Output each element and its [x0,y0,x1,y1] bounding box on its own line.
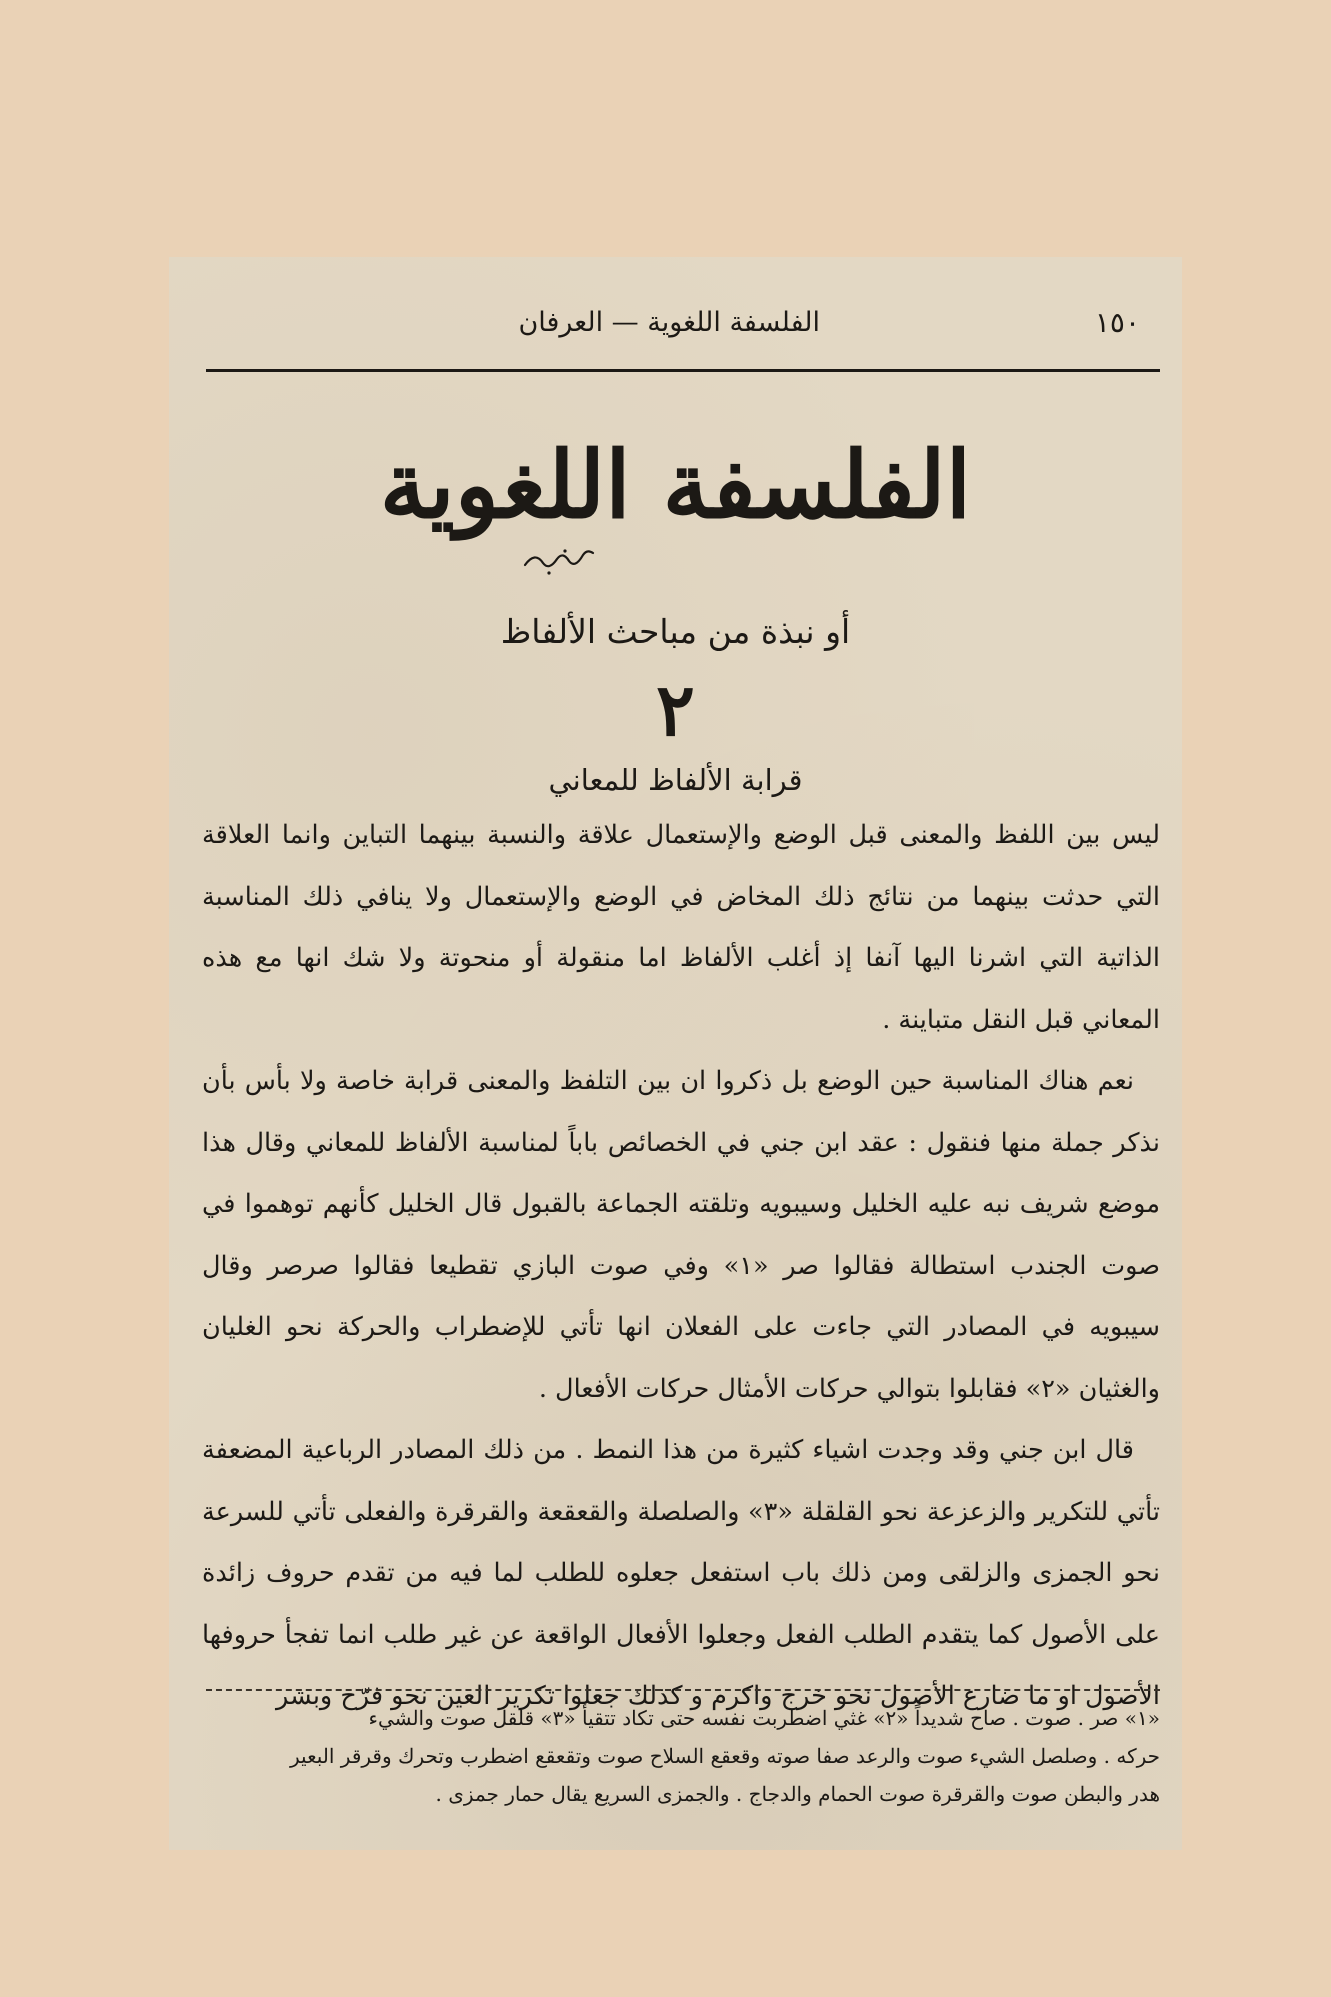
calligraphy-signature [519,539,599,579]
footnote-line: «١» صر . صوت . صاح شديداً «٢» غثي اضطربت نفسه حتى تكاد تتقيأ «٣» قلقل صوت والشيء [368,1706,1160,1730]
footnote-line: حركه . وصلصل الشيء صوت والرعد صفا صوته وقعقع السلاح صوت وتقعقع اضطرب وتحرك وقرقر البعير [290,1744,1160,1768]
paragraph: قال ابن جني وقد وجدت اشياء كثيرة من هذا النمط . من ذلك المصادر الرباعية المضعفة تأتي للتكرير والزعزعة نحو القلقلة «٣» والصلصلة والقعقعة والقرقرة والفعلى تأتي للسرعة نحو الجمزى والزلقى ومن ذلك باب استفعل جعلوه للطلب لما فيه من تقدم حروف زائدة على الأصول كما يتقدم الطلب الفعل وجعلوا الأفعال الواقعة عن غير طلب انما تفجأ حروفها الأصول او ما ضارع الأصول نحو خرج واكرم و كذلك جعلوا تكرير العين نحو فرّح وبشر [202,1435,1160,1711]
paragraph: نعم هناك المناسبة حين الوضع بل ذكروا ان بين التلفظ والمعنى قرابة خاصة ولا بأس بأن نذكر جملة منها فنقول : عقد ابن جني في الخصائص باباً لمناسبة الألفاظ للمعاني وقال هذا موضع شريف نبه عليه الخليل وسيبويه وتلقته الجماعة بالقبول قال الخليل كأنهم توهموا في صوت الجندب استطالة فقالوا صر «١» وفي صوت البازي تقطيعا فقالوا صرصر وقال سيبويه في المصادر التي جاءت على الفعلان انها تأتي للإضطراب والحركة نحو الغليان والغثيان «٢» فقابلوا بتوالي حركات الأمثال حركات الأفعال . [202,1066,1160,1404]
part-number: ٢ [656,667,695,752]
header-rule [206,369,1160,372]
scanned-page [169,257,1182,1850]
paragraph: ليس بين اللفظ والمعنى قبل الوضع والإستعمال علاقة والنسبة بينهما التباين وانما العلاقة التي حدثت بينهما من نتائج ذلك المخاض في الوضع والإستعمال ولا ينافي ذلك المناسبة الذاتية التي اشرنا اليها آنفا إذ أغلب الألفاظ اما منقولة أو منحوتة ولا شك انها مع هذه المعاني قبل النقل متباينة . [202,820,1160,1035]
page-number: ١٥٠ [1094,306,1140,339]
subtitle: أو نبذة من مباحث الألفاظ [500,612,851,651]
footnote-line: هدر والبطن صوت والقرقرة صوت الحمام والدجاج . والجمزى السريع يقال حمار جمزى . [435,1782,1160,1806]
page-header [206,303,1160,343]
section-heading: قرابة الألفاظ للمعاني [548,763,803,797]
body-text [202,805,1160,1728]
footnotes [202,1699,1160,1813]
running-title: الفلسفة اللغوية — العرفان [518,307,820,338]
main-title: الفلسفة اللغوية [379,431,972,539]
footnote-divider [206,1689,1160,1691]
